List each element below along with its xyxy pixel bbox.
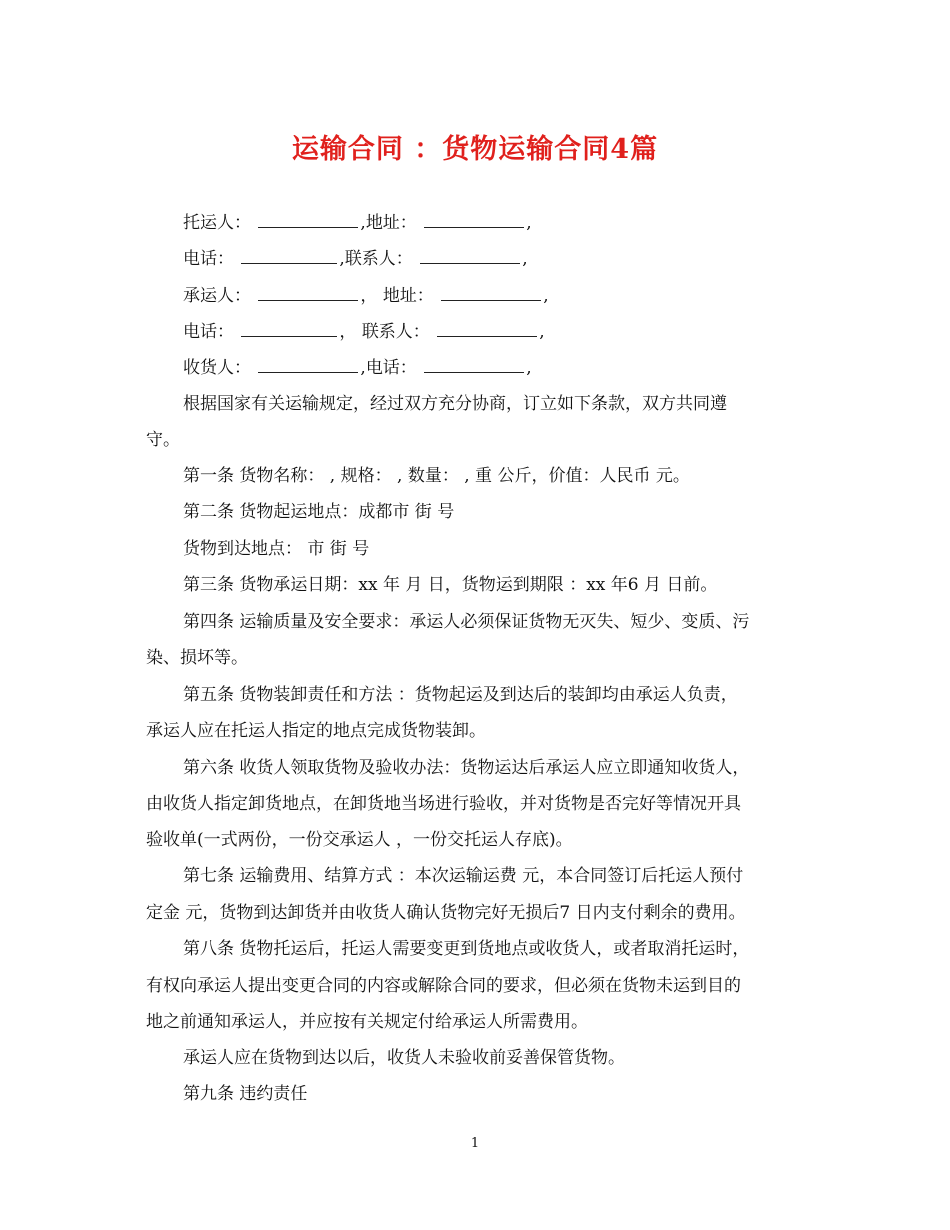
article-8-line-1: 第八条 货物托运后，托运人需要变更到货地点或收货人，或者取消托运时， [183,939,750,959]
carrier-blank [258,283,358,301]
separator: , [539,322,545,342]
article-7-line-1: 第七条 运输费用、结算方式 ：本次运输运费 元，本合同签订后托运人预付 [183,866,744,886]
contact-blank [420,246,520,264]
separator: , [543,286,549,306]
article-5-line-1: 第五条 货物装卸责任和方法 ：货物起运及到达后的装卸均由承运人负责， [183,685,738,705]
contact-label: 联系人： [361,322,430,342]
consignee-blank [258,355,358,373]
shipper-blank [258,210,358,228]
article-8-line-3: 地之前通知承运人，并应按有关规定付给承运人所需费用。 [146,1012,588,1032]
article-3: 第三条 货物承运日期：xx 年 月 日，货物运到期限 ：xx 年6 月 日前。 [183,575,718,595]
consignee-label: 收货人： [183,358,251,378]
article-8-line-2: 有权向承运人提出变更合同的内容或解除合同的要求，但必须在货物未运到目的 [146,976,741,996]
article-5-line-2: 承运人应在托运人指定的地点完成货物装卸。 [146,721,486,741]
separator: , [339,249,345,269]
shipper-label: 托运人： [183,213,251,233]
address-label: 地址： [365,213,417,233]
paragraph-preamble-line-1: 根据国家有关运输规定，经过双方充分协商，订立如下条款，双方共同遵 [183,394,727,414]
phone-label: 电话： [365,358,417,378]
article-4-line-2: 染、损坏等。 [146,648,248,668]
carrier-custody-line: 承运人应在货物到达以后，收货人未验收前妥善保管货物。 [183,1048,625,1068]
article-4-line-1: 第四条 运输质量及安全要求：承运人必须保证货物无灭失、短少、变质、污 [183,612,750,632]
address-blank [424,210,524,228]
phone-label: 电话： [183,322,234,342]
separator: ， [360,286,378,306]
page-number: 1 [470,1136,480,1151]
address-label: 地址： [382,286,434,306]
document-title: 运输合同 ：货物运输合同4篇 [291,134,659,165]
contact-blank [437,319,537,337]
phone-label: 电话： [183,249,234,269]
article-9: 第九条 违约责任 [183,1084,308,1104]
contact-label: 联系人： [344,249,413,269]
party-line-carrier-phone [183,319,803,344]
destination-line: 货物到达地点： 市 街 号 [183,539,370,559]
phone-blank [424,355,524,373]
article-6-line-3: 验收单(一式两份，一份交承运人 ，一份交托运人存底)。 [146,830,573,850]
separator: , [526,358,532,378]
paragraph-preamble-line-2: 守。 [146,430,180,450]
party-line-carrier [183,283,803,308]
separator: , [360,213,366,233]
article-7-line-2: 定金 元，货物到达卸货并由收货人确认货物完好无损后7 日内支付剩余的费用。 [146,903,746,923]
article-6-line-2: 由收货人指定卸货地点，在卸货地当场进行验收，并对货物是否完好等情况开具 [146,794,741,814]
separator: , [526,213,532,233]
article-2: 第二条 货物起运地点：成都市 街 号 [183,502,455,522]
article-6-line-1: 第六条 收货人领取货物及验收办法：货物运达后承运人应立即通知收货人， [183,758,750,778]
party-line-shipper [183,210,803,235]
address-blank [441,283,541,301]
article-1: 第一条 货物名称： , 规格： , 数量： , 重 公斤，价值：人民币 元。 [183,466,690,486]
separator: , [522,249,528,269]
separator: , [360,358,366,378]
phone-blank [241,319,337,337]
party-line-shipper-phone [183,246,803,271]
phone-blank [241,246,337,264]
party-line-consignee [183,355,803,380]
carrier-label: 承运人： [183,286,251,306]
separator: ， [339,322,357,342]
